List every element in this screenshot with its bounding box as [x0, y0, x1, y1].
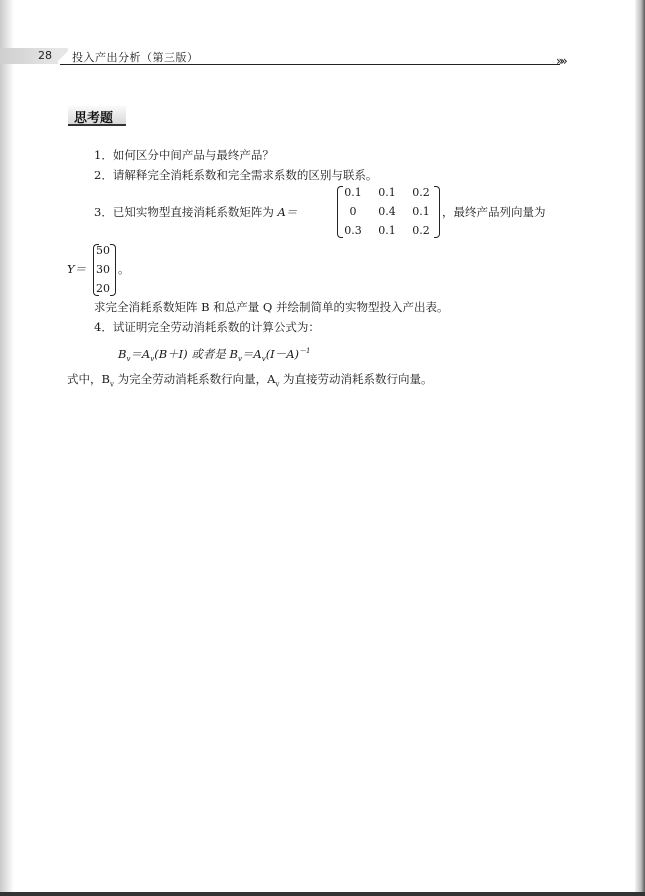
- vector-y-suffix: 。: [118, 262, 130, 276]
- matrix-a-cell: 0.3: [344, 224, 362, 237]
- page-number: 28: [38, 49, 52, 62]
- header-slash-decoration: [58, 48, 68, 64]
- page-bottom-edge: [0, 892, 645, 896]
- formula-subscript: v: [150, 355, 155, 364]
- matrix-a-cell: 0.2: [412, 186, 430, 199]
- matrix-a-cell: 0.1: [378, 186, 396, 199]
- formula-part: (B＋I) 或者是 B: [154, 346, 238, 361]
- formula-part: B: [118, 346, 127, 361]
- vector-y-cell: 20: [96, 282, 110, 295]
- formula-subscript: v: [261, 355, 266, 364]
- question-3-text: 3．已知实物型直接消耗系数矩阵为: [94, 205, 274, 219]
- formula-subscript: v: [126, 355, 131, 364]
- question-1: 1．如何区分中间产品与最终产品？: [94, 148, 274, 162]
- question-4: 4．试证明完全劳动消耗系数的计算公式为：: [94, 320, 320, 334]
- explanation-subscript: v: [109, 380, 114, 389]
- matrix-a-cell: 0.2: [412, 224, 430, 237]
- matrix-a-label: A＝: [277, 205, 298, 219]
- matrix-a-cell: 0.1: [412, 205, 430, 218]
- header-title: 投入产出分析（第三版）: [72, 51, 199, 64]
- section-title: 思考题: [74, 111, 114, 126]
- formula-superscript: －1: [299, 347, 311, 355]
- explanation-part: 为直接劳动消耗系数行向量。: [279, 372, 433, 386]
- matrix-a-cell: 0.4: [378, 205, 396, 218]
- question-3-tail: 求完全消耗系数矩阵 B 和总产量 Q 并绘制简单的实物型投入产出表。: [94, 300, 449, 314]
- header-rule: [60, 64, 560, 65]
- explanation-part: 为完全劳动消耗系数行向量，A: [113, 372, 276, 386]
- vector-y-label: Y＝: [67, 262, 87, 276]
- page-header: [0, 48, 590, 68]
- double-chevron-right-icon: »»: [556, 54, 565, 68]
- page-right-shadow: [635, 0, 645, 896]
- question-3-prefix: [94, 205, 297, 219]
- explanation-part: 式中，B: [67, 372, 110, 386]
- vector-y-cell: 30: [96, 263, 110, 276]
- matrix-a-cell: 0.1: [378, 224, 396, 237]
- explanation-subscript: v: [275, 380, 280, 389]
- formula-part: (I－A): [265, 346, 300, 361]
- matrix-a-cell: 0.1: [344, 186, 362, 199]
- question-3-suffix: ，最终产品列向量为: [442, 205, 546, 219]
- question-2: 2．请解释完全消耗系数和完全需求系数的区别与联系。: [94, 168, 378, 182]
- matrix-a-cell: 0: [349, 205, 357, 218]
- formula-part: ＝A: [130, 346, 151, 361]
- vector-y-cell: 50: [96, 244, 110, 257]
- section-title-box: [68, 106, 126, 126]
- formula-part: ＝A: [241, 346, 262, 361]
- formula-explanation: [67, 372, 433, 391]
- page-left-shadow: [0, 0, 14, 896]
- formula-subscript: v: [237, 355, 242, 364]
- formula: [118, 344, 310, 366]
